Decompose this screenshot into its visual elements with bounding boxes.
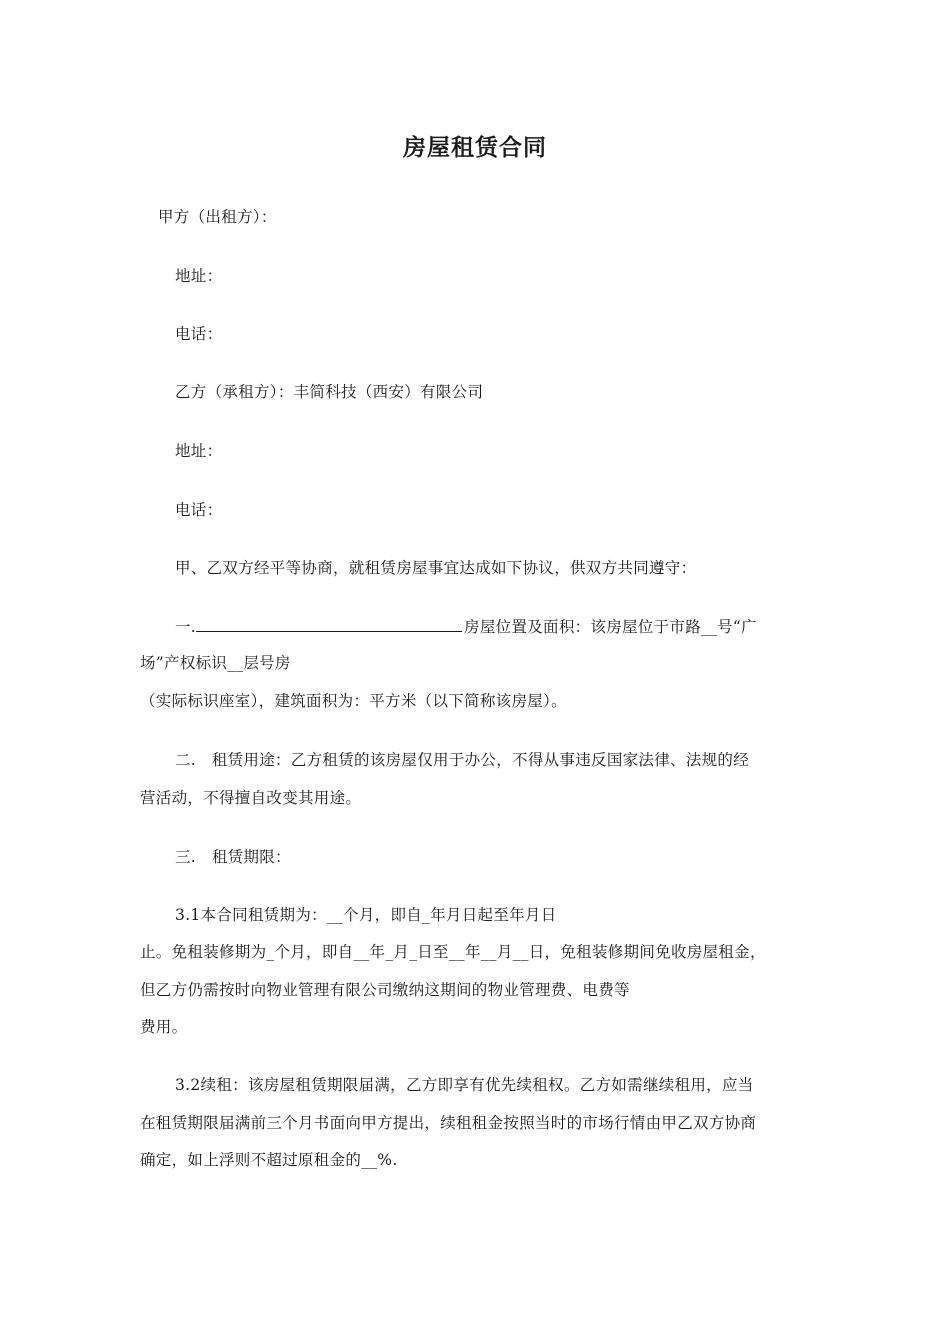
party-b-label: 乙方（承租方）：丰简科技（西安）有限公司 <box>175 383 484 401</box>
section-1-line-3: （实际标识座室），建筑面积为：平方米（以下简称该房屋）。 <box>140 692 567 710</box>
fill-in-blank <box>196 617 462 632</box>
document-title: 房屋租赁合同 <box>403 135 547 161</box>
section-2-line-2: 营活动，不得擅自改变其用途。 <box>140 789 362 807</box>
section-1-line-1 <box>175 616 757 638</box>
section-1-line-2: 场”产权标识__层号房 <box>140 654 291 672</box>
clause-3-2-line-2: 在租赁期限届满前三个月书面向甲方提出，续租租金按照当时的市场行情由甲乙双方协商 <box>140 1114 757 1132</box>
intro-paragraph: 甲、乙双方经平等协商，就租赁房屋事宜达成如下协议，供双方共同遵守： <box>175 559 697 577</box>
section-3-heading: 三. 租赁期限： <box>175 848 291 866</box>
party-b-address: 地址： <box>175 442 223 460</box>
section-1-number: 一. <box>175 618 197 636</box>
clause-3-1-line-2: 止。免租装修期为_个月，即自__年_月_日至__年__月__日，免租装修期间免收房屋租金， <box>140 943 766 961</box>
clause-3-1-line-3: 但乙方仍需按时向物业管理有限公司缴纳这期间的物业管理费、电费等 <box>140 981 630 999</box>
party-a-address: 地址： <box>175 267 223 285</box>
party-b-phone: 电话： <box>175 501 223 519</box>
clause-3-2-line-3: 确定，如上浮则不超过原租金的__%. <box>140 1151 398 1169</box>
party-a-label: 甲方（出租方）： <box>158 208 277 226</box>
section-1-text: 房屋位置及面积：该房屋位于市路__号“广 <box>464 618 757 636</box>
clause-3-2-line-1: 3.2续租：该房屋租赁期限届满，乙方即享有优先续租权。乙方如需继续租用，应当 <box>175 1076 754 1094</box>
clause-3-1-line-4: 费用。 <box>140 1018 188 1036</box>
section-2-line-1: 二. 租赁用途：乙方租赁的该房屋仅用于办公，不得从事违反国家法律、法规的经 <box>175 751 750 769</box>
clause-3-1-line-1: 3.1本合同租赁期为：__个月，即自_年月日起至年月日 <box>175 906 557 924</box>
party-a-phone: 电话： <box>175 325 223 343</box>
